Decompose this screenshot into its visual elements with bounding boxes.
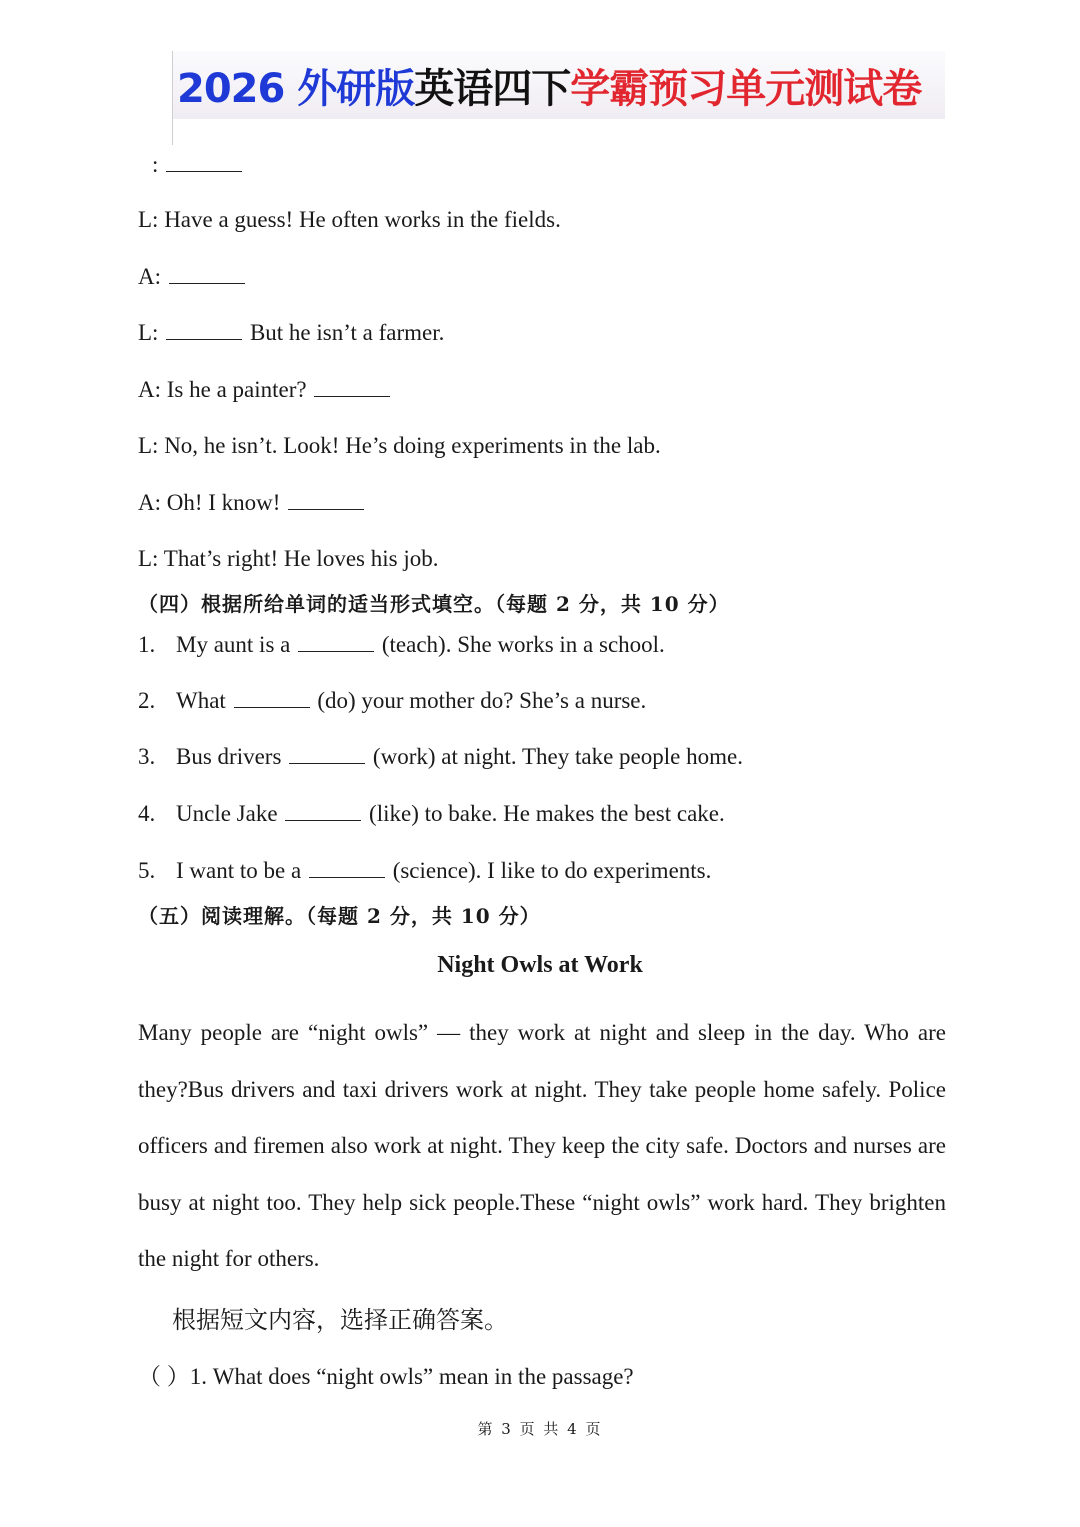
dialogue-line: A: Oh! I know! [138, 488, 366, 518]
answer-blank[interactable] [234, 687, 310, 708]
answer-blank[interactable] [314, 376, 390, 397]
answer-blank[interactable] [169, 263, 245, 284]
answer-blank[interactable] [289, 743, 365, 764]
list-item: 2. What (do) your mother do? She’s a nurse. [138, 688, 647, 713]
question-1: （ ）1. What does “night owls” mean in the passage? [138, 1364, 634, 1389]
instruction-text: 根据短文内容，选择正确答案。 [172, 1306, 508, 1334]
section-heading: （五）阅读理解。（每题 2 分，共 10 分） [138, 904, 541, 928]
banner-divider [172, 119, 173, 145]
header-title-red: 学霸预习单元测试卷 [570, 65, 922, 112]
list-item: 1. My aunt is a (teach). She works in a school. [138, 632, 665, 657]
passage-title: Night Owls at Work [437, 952, 643, 978]
answer-blank[interactable] [285, 800, 361, 821]
answer-blank[interactable] [166, 319, 242, 340]
header-title-black: 英语四下 [414, 65, 571, 112]
answer-blank[interactable] [298, 631, 374, 652]
dialogue-line: A: [138, 262, 247, 292]
passage-text: Many people are “night owls” — they work at night and sleep in the day. Who are they?Bus drivers and taxi drivers work at night. They take people home safely. Police officers and firemen also work at night. They keep the city safe. Doctors and nurses are busy at night too. They help sick people.These “night owls” work hard. They brighten the night for others. [138, 1020, 946, 1271]
header-title-blue: 2026 外研版 [177, 65, 415, 112]
dialogue-line: A: Is he a painter? [138, 375, 392, 405]
list-item: 4. Uncle Jake (like) to bake. He makes the best cake. [138, 801, 725, 826]
answer-blank[interactable] [309, 857, 385, 878]
page-number: 第 3 页 共 4 页 [477, 1420, 603, 1438]
dialogue-line: L: Have a guess! He often works in the fields. [138, 207, 561, 232]
section-heading: （四）根据所给单词的适当形式填空。（每题 2 分，共 10 分） [138, 592, 730, 616]
answer-blank[interactable] [288, 489, 364, 510]
dialogue-line: L: No, he isn’t. Look! He’s doing experiments in the lab. [138, 433, 661, 458]
list-item: 3. Bus drivers (work) at night. They take people home. [138, 744, 743, 769]
dialogue-line: L: That’s right! He loves his job. [138, 546, 439, 571]
header-banner [172, 51, 945, 119]
list-item: 5. I want to be a (science). I like to do experiments. [138, 858, 712, 883]
dialogue-line: : [152, 150, 244, 180]
dialogue-line: L: But he isn’t a farmer. [138, 320, 445, 345]
answer-blank[interactable] [166, 151, 242, 172]
